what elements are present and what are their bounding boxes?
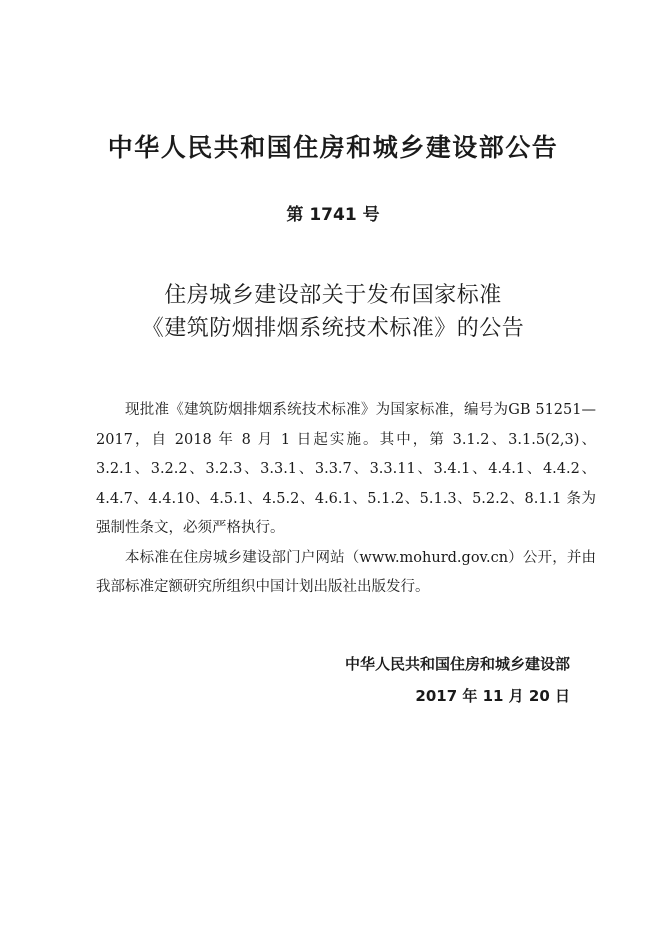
announcement-subject [0, 279, 666, 345]
body-paragraph-1: 现批准《建筑防烟排烟系统技术标准》为国家标准，编号为GB 51251—2017，自 2018 年 8 月 1 日起实施。其中，第 3.1.2、3.1.5(2,3)、3.2.1、3.2.2、3.2.3、3.3.1、3.3.7、3.3.11、3.4.1、4.4.1、4.4.2、4.4.7、4.4.10、4.5.1、4.5.2、4.6.1、5.1.2、5.1.3、5.2.2、8.1.1 条为强制性条文，必须严格执行。 [96, 402, 596, 536]
document-header-title: 中华人民共和国住房和城乡建设部公告 [107, 133, 559, 162]
document-number: 第 1741 号 [286, 205, 380, 225]
announcement-body [96, 396, 596, 603]
issuer-name: 中华人民共和国住房和城乡建设部 [344, 655, 570, 673]
body-paragraph-2: 本标准在住房城乡建设部门户网站（www.mohurd.gov.cn）公开，并由我部标准定额研究所组织中国计划出版社出版发行。 [96, 549, 596, 595]
signature-block [345, 648, 570, 712]
subject-line-1: 住房城乡建设部关于发布国家标准 [164, 283, 502, 308]
issue-date: 2017 年 11 月 20 日 [415, 687, 570, 705]
subject-line-2: 《建筑防烟排烟系统技术标准》的公告 [141, 316, 525, 341]
